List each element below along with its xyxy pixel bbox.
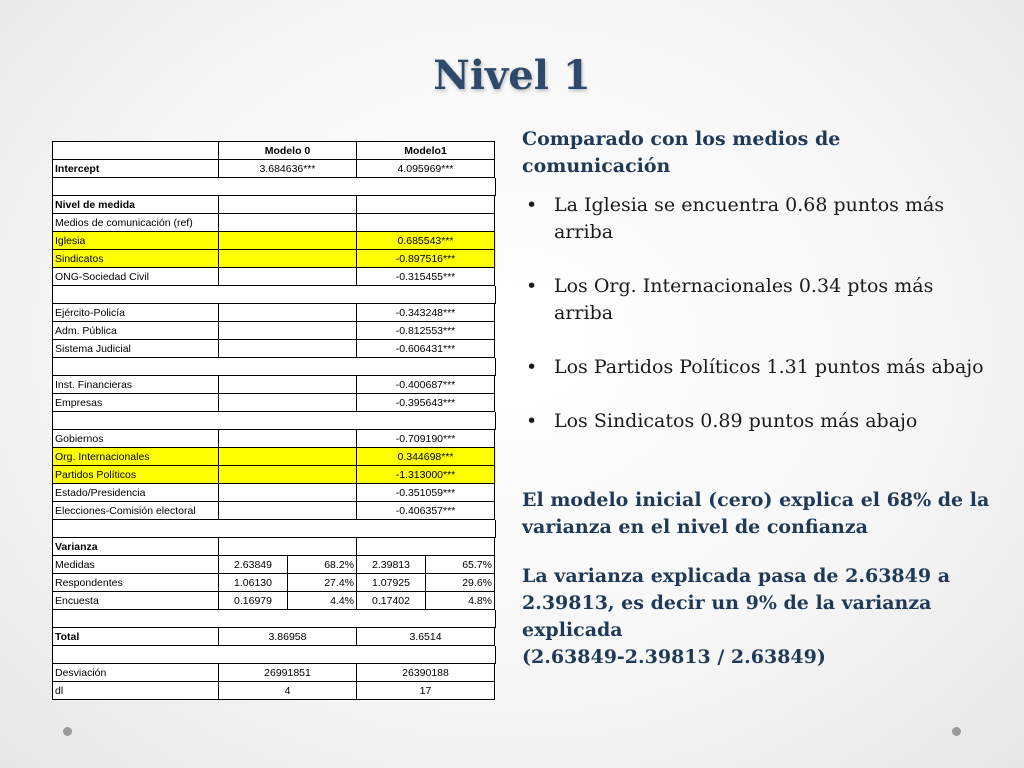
bullet-text: Los Partidos Políticos 1.31 puntos más abajo [554,356,984,378]
total-label: Total [52,627,219,646]
row-model0 [218,267,357,286]
varianza-m0-pct: 68.2% [287,555,357,574]
varianza-m1-pct: 29.6% [425,573,495,592]
spacer-row [52,358,496,376]
row-label: Estado/Presidencia [52,483,219,502]
total-row [52,628,496,646]
varianza-header-row [52,538,496,556]
table-row [52,484,496,502]
commentary [522,126,992,671]
varianza-m1-value: 1.07925 [356,573,426,592]
row-model0 [218,483,357,502]
varianza-m0-value: 1.06130 [218,573,288,592]
row-label: Inst. Financieras [52,375,219,394]
level-groups [52,214,496,520]
varianza-row-label: Medidas [52,555,219,574]
varianza-m1-value: 2.39813 [356,555,426,574]
header-label-cell [52,141,219,160]
row-label: Gobiernos [52,429,219,448]
row-label: ONG-Sociedad Civil [52,267,219,286]
row-label: Sindicatos [52,249,219,268]
row-model0 [218,429,357,448]
row-model0 [218,303,357,322]
table-row [52,502,496,520]
table-row [52,430,496,448]
varianza-row [52,592,496,610]
varianza-label: Varianza [52,537,219,556]
conclusion-paragraph-1: El modelo inicial (cero) explica el 68% de la varianza en el nivel de confianza [522,489,990,538]
results-table [52,142,496,700]
row-model1: 0.685543*** [356,231,495,250]
varianza-m0-value: 0.16979 [218,591,288,610]
table-row [52,250,496,268]
intercept-model1: 4.095969*** [356,159,495,178]
spacer-row [52,646,496,664]
bullet-icon: • [526,194,538,216]
bullet-item [522,408,992,435]
slide-title: Nivel 1 [433,52,591,99]
row-model1: -0.343248*** [356,303,495,322]
bullet-list [522,192,992,435]
bullet-text: La Iglesia se encuentra 0.68 puntos más arriba [554,194,945,243]
total-model0: 3.86958 [218,627,357,646]
row-model0 [218,213,357,232]
bullet-text: Los Org. Internacionales 0.34 ptos más arriba [554,275,934,324]
table-row [52,268,496,286]
varianza-m0-pct: 27.4% [287,573,357,592]
row-model1: -0.351059*** [356,483,495,502]
row-model0 [218,339,357,358]
row-model1: -0.400687*** [356,375,495,394]
row-label: Sistema Judicial [52,339,219,358]
row-model0 [218,321,357,340]
bullet-item [522,273,992,327]
dl-model1: 17 [356,681,495,700]
empty-cell [218,195,357,214]
empty-cell [218,537,357,556]
bullet-text: Los Sindicatos 0.89 puntos más abajo [554,410,918,432]
table-row [52,232,496,250]
nivel-header-row [52,196,496,214]
slide-nav-dot-right [952,727,961,736]
header-model0-cell: Modelo 0 [218,141,357,160]
dl-label: dl [52,681,219,700]
desviacion-row [52,664,496,682]
row-label: Org. Internacionales [52,447,219,466]
table-row [52,448,496,466]
row-model1: -0.606431*** [356,339,495,358]
row-model1 [356,213,495,232]
row-model1: -0.812553*** [356,321,495,340]
row-model1: -0.406357*** [356,501,495,520]
empty-cell [356,195,495,214]
table-row [52,376,496,394]
empty-cell [356,537,495,556]
table-row [52,322,496,340]
nivel-header-label: Nivel de medida [52,195,219,214]
bullet-item [522,354,992,381]
row-model0 [218,249,357,268]
desviacion-model0: 26991851 [218,663,357,682]
intercept-label: Intercept [52,159,219,178]
intercept-row [52,160,496,178]
row-label: Medios de comunicación (ref) [52,213,219,232]
commentary-heading: Comparado con los medios de comunicación [522,128,841,177]
row-model1: -1.313000*** [356,465,495,484]
row-model0 [218,501,357,520]
varianza-m1-pct: 65.7% [425,555,495,574]
dl-model0: 4 [218,681,357,700]
varianza-m1-value: 0.17402 [356,591,426,610]
varianza-m0-pct: 4.4% [287,591,357,610]
row-model1: -0.709190*** [356,429,495,448]
row-label: Iglesia [52,231,219,250]
varianza-rows [52,556,496,610]
bullet-icon: • [526,356,538,378]
row-model1: -0.395643*** [356,393,495,412]
intercept-model0: 3.684636*** [218,159,357,178]
varianza-row-label: Encuesta [52,591,219,610]
bullet-icon: • [526,410,538,432]
varianza-row-label: Respondentes [52,573,219,592]
row-model1: -0.315455*** [356,267,495,286]
bullet-icon: • [526,275,538,297]
spacer-row [52,178,496,196]
bullet-item [522,192,992,246]
row-label: Partidos Políticos [52,465,219,484]
varianza-row [52,556,496,574]
conclusion-text: La varianza explicada pasa de 2.63849 a 2.39813, es decir un 9% de la varianza explicada [522,565,951,641]
row-label: Ejército-Policía [52,303,219,322]
table-row [52,340,496,358]
header-model1-cell: Modelo1 [356,141,495,160]
spacer-row [52,412,496,430]
row-model0 [218,393,357,412]
row-model1: -0.897516*** [356,249,495,268]
row-label: Adm. Pública [52,321,219,340]
row-model1: 0.344698*** [356,447,495,466]
row-model0 [218,447,357,466]
table-row [52,214,496,232]
table-row [52,304,496,322]
row-label: Empresas [52,393,219,412]
spacer-row [52,610,496,628]
table-header-row [52,142,496,160]
row-model0 [218,465,357,484]
varianza-row [52,574,496,592]
varianza-m1-pct: 4.8% [425,591,495,610]
total-model1: 3.6514 [356,627,495,646]
conclusion-paragraph-2 [522,563,992,671]
table-row [52,466,496,484]
slide-nav-dot-left [63,727,72,736]
row-label: Elecciones-Comisión electoral [52,501,219,520]
spacer-row [52,520,496,538]
row-model0 [218,231,357,250]
table-row [52,394,496,412]
conclusion-formula: (2.63849-2.39813 / 2.63849) [522,646,826,668]
desviacion-label: Desviación [52,663,219,682]
spacer-row [52,286,496,304]
varianza-m0-value: 2.63849 [218,555,288,574]
dl-row [52,682,496,700]
row-model0 [218,375,357,394]
desviacion-model1: 26390188 [356,663,495,682]
